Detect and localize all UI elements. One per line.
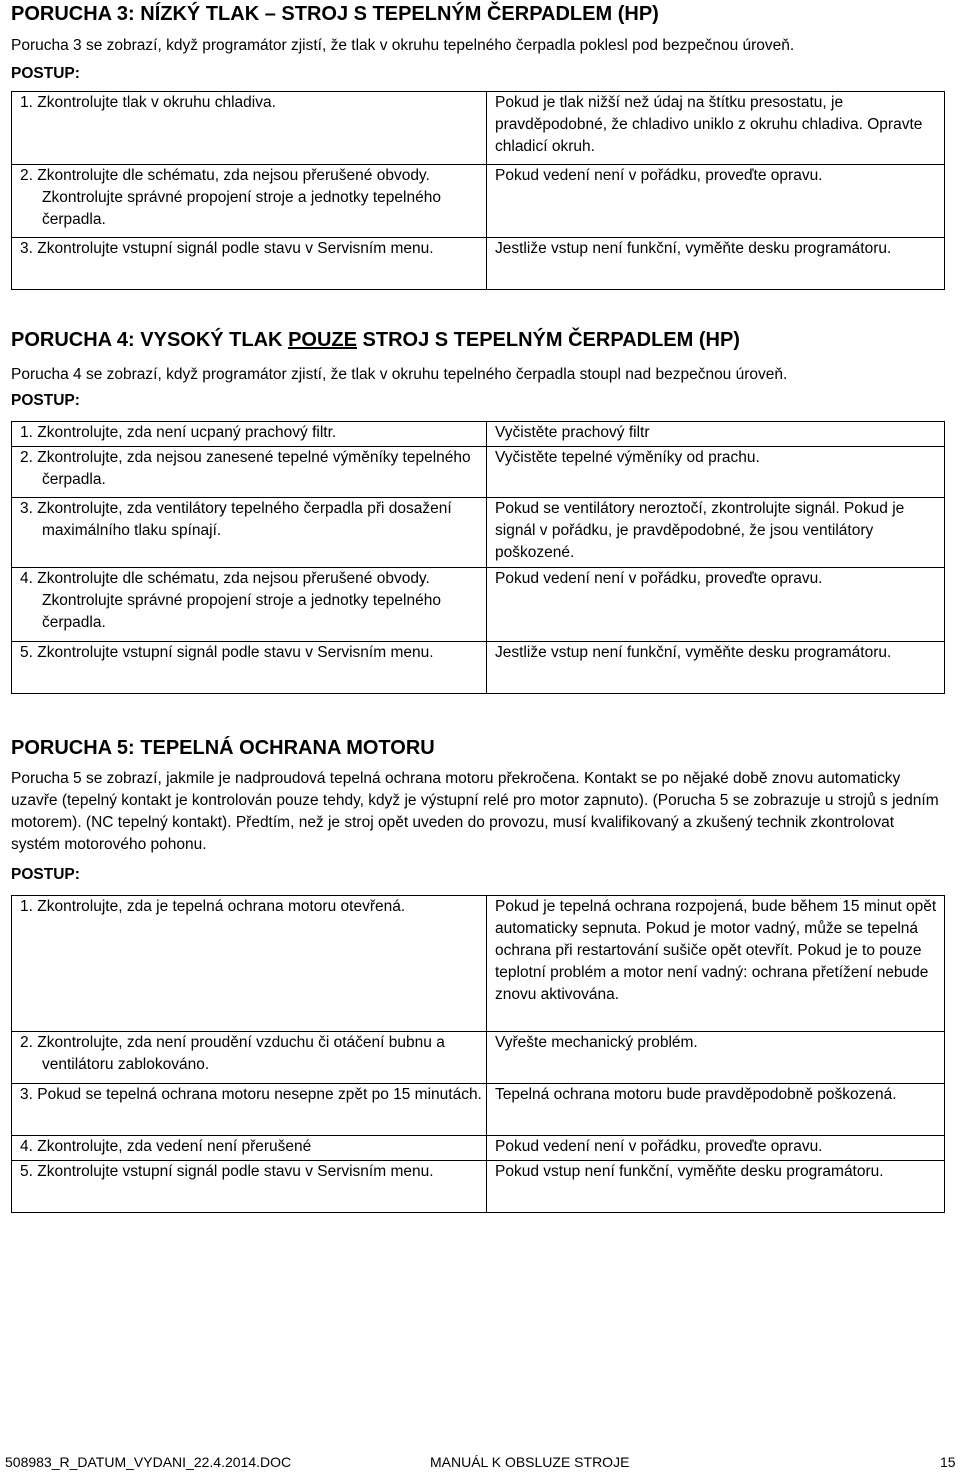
table-row — [12, 447, 945, 498]
step-cell: 3. Pokud se tepelná ochrana motoru nesepne zpět po 15 minutách. — [20, 1086, 482, 1103]
step-cell: 4. Zkontrolujte dle schématu, zda nejsou přerušené obvody. Zkontrolujte správné propojení stroje a jednotky tepelného čerpadla. — [20, 570, 441, 631]
action-cell: Jestliže vstup není funkční, vyměňte desku programátoru. — [487, 642, 945, 694]
footer-manual-title: MANUÁL K OBSLUZE STROJE — [430, 1454, 630, 1470]
table-row — [12, 92, 945, 165]
step-cell: 1. Zkontrolujte, zda je tepelná ochrana motoru otevřená. — [20, 898, 406, 915]
section-5-postup: POSTUP: — [11, 866, 80, 883]
step-cell: 2. Zkontrolujte, zda nejsou zanesené tepelné výměníky tepelného čerpadla. — [20, 449, 471, 488]
table-row — [12, 568, 945, 642]
table-row — [12, 165, 945, 238]
step-cell: 4. Zkontrolujte, zda vedení není přerušené — [20, 1138, 312, 1155]
table-row — [12, 896, 945, 1032]
table-row — [12, 238, 945, 290]
action-cell: Pokud vedení není v pořádku, proveďte opravu. — [487, 165, 945, 238]
action-cell: Vyčistěte tepelné výměníky od prachu. — [487, 447, 945, 498]
step-cell: 3. Zkontrolujte vstupní signál podle stavu v Servisním menu. — [20, 240, 434, 257]
action-cell: Jestliže vstup není funkční, vyměňte desku programátoru. — [487, 238, 945, 290]
action-cell: Pokud je tepelná ochrana rozpojená, bude během 15 minut opět automaticky sepnuta. Pokud je motor vadný, může se tepelná ochrana při restartování sušiče opět otevřít. Pokud je to pouze teplotní problém a motor není vadný: ochrana přetížení nebude znovu aktivována. — [487, 896, 945, 1032]
footer-page-number: 15 — [940, 1454, 956, 1470]
section-3-table — [11, 91, 945, 290]
table-row — [12, 422, 945, 447]
section-3-intro: Porucha 3 se zobrazí, když programátor zjistí, že tlak v okruhu tepelného čerpadla poklesl pod bezpečnou úroveň. — [11, 37, 795, 54]
section-4-table — [11, 421, 945, 694]
section-3-title: PORUCHA 3: NÍZKÝ TLAK – STROJ S TEPELNÝM ČERPADLEM (HP) — [11, 3, 659, 25]
action-cell: Pokud je tlak nižší než údaj na štítku presostatu, je pravděpodobné, že chladivo uniklo z okruhu chladiva. Opravte chladicí okruh. — [487, 92, 945, 165]
section-4-title — [11, 328, 740, 352]
section-4-postup: POSTUP: — [11, 392, 80, 409]
action-cell: Vyřešte mechanický problém. — [487, 1032, 945, 1084]
action-cell: Tepelná ochrana motoru bude pravděpodobně poškozená. — [487, 1084, 945, 1136]
section-4-title-part-b: POUZE — [288, 329, 357, 351]
section-5-title: PORUCHA 5: TEPELNÁ OCHRANA MOTORU — [11, 737, 435, 759]
step-cell: 2. Zkontrolujte, zda není proudění vzduchu či otáčení bubnu a ventilátoru zablokováno. — [20, 1034, 445, 1073]
step-cell: 5. Zkontrolujte vstupní signál podle stavu v Servisním menu. — [20, 644, 434, 661]
step-cell: 5. Zkontrolujte vstupní signál podle stavu v Servisním menu. — [20, 1163, 434, 1180]
section-4-title-part-c: STROJ S TEPELNÝM ČERPADLEM (HP) — [356, 329, 740, 351]
action-cell: Pokud se ventilátory neroztočí, zkontrolujte signál. Pokud je signál v pořádku, je pravděpodobné, že jsou ventilátory poškozené. — [487, 498, 945, 568]
step-cell: 1. Zkontrolujte tlak v okruhu chladiva. — [20, 94, 276, 111]
table-row — [12, 1136, 945, 1161]
table-row — [12, 498, 945, 568]
table-row — [12, 1084, 945, 1136]
action-cell: Vyčistěte prachový filtr — [487, 422, 945, 447]
section-4-intro: Porucha 4 se zobrazí, když programátor zjistí, že tlak v okruhu tepelného čerpadla stoupl nad bezpečnou úroveň. — [11, 366, 788, 383]
action-cell: Pokud vedení není v pořádku, proveďte opravu. — [487, 1136, 945, 1161]
step-cell: 3. Zkontrolujte, zda ventilátory tepelného čerpadla při dosažení maximálního tlaku spínají. — [20, 500, 452, 539]
section-5-table — [11, 895, 945, 1213]
section-4-title-part-a: PORUCHA 4: VYSOKÝ TLAK — [11, 329, 289, 351]
footer-doc-id: 508983_R_DATUM_VYDANI_22.4.2014.DOC — [5, 1454, 292, 1470]
step-cell: 2. Zkontrolujte dle schématu, zda nejsou přerušené obvody. Zkontrolujte správné propojení stroje a jednotky tepelného čerpadla. — [20, 167, 441, 228]
table-row — [12, 1161, 945, 1213]
table-row — [12, 1032, 945, 1084]
action-cell: Pokud vedení není v pořádku, proveďte opravu. — [487, 568, 945, 642]
section-5-intro: Porucha 5 se zobrazí, jakmile je nadproudová tepelná ochrana motoru překročena. Kontakt se po nějaké době znovu automaticky uzavře (tepelný kontakt je kontrolován pouze tehdy, když je výstupní relé pro motor zapnuto). (Porucha 5 se zobrazuje u strojů s jedním motorem). (NC tepelný kontakt). Předtím, než je stroj opět uveden do provozu, musí kvalifikovaný a zkušený technik zkontrolovat systém motorového pohonu. — [11, 770, 939, 853]
table-row — [12, 642, 945, 694]
section-3-postup: POSTUP: — [11, 65, 80, 82]
action-cell: Pokud vstup není funkční, vyměňte desku programátoru. — [487, 1161, 945, 1213]
step-cell: 1. Zkontrolujte, zda není ucpaný prachový filtr. — [20, 424, 337, 441]
